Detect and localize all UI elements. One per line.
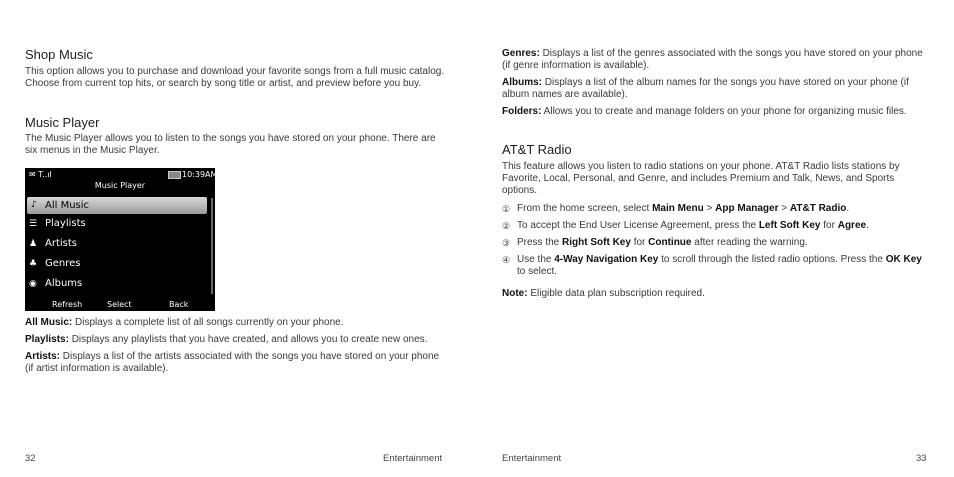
key-label: App Manager xyxy=(715,203,779,214)
battery-icon xyxy=(168,171,181,179)
key-label: Left Soft Key xyxy=(758,220,821,231)
music-player-heading: Music Player xyxy=(25,115,100,130)
step-2 xyxy=(502,220,926,232)
att-radio-steps xyxy=(502,203,926,283)
term-desc: Displays any playlists that you have created, and allows you to create new ones. xyxy=(68,334,428,345)
step-number: ① xyxy=(502,204,511,214)
genres-icon: ♣ xyxy=(29,259,38,269)
step-text: > xyxy=(703,203,716,214)
menu-label: Playlists xyxy=(45,218,86,229)
step-number: ② xyxy=(502,221,511,231)
term-desc: Displays a list of the artists associated with the songs you have stored on your phone (if artist information is available). xyxy=(25,351,440,374)
att-radio-body: This feature allows you listen to radio stations on your phone. AT&T Radio lists stations by Favorite, Local, Personal, and Genre, and includes Premium and Talk, News, and Sports options. xyxy=(502,161,900,196)
disc-icon: ◉ xyxy=(29,279,37,289)
right-page-number: 33 xyxy=(916,453,927,464)
step-text: to scroll through the listed radio options. Press the xyxy=(658,254,886,265)
note-label: Note: xyxy=(502,288,528,299)
term-label: Playlists: xyxy=(25,334,69,345)
term-desc: Displays a complete list of all songs currently on your phone. xyxy=(72,317,344,328)
term-artists xyxy=(25,351,445,375)
note-text: Eligible data plan subscription required. xyxy=(527,288,705,299)
step-text: Press the xyxy=(517,237,563,248)
music-note-icon: ♪ xyxy=(31,200,37,210)
menu-label: Albums xyxy=(45,278,83,289)
step-number: ③ xyxy=(502,238,511,248)
term-label: Albums: xyxy=(502,77,542,88)
step-text: . xyxy=(866,220,869,231)
term-genres xyxy=(502,48,928,72)
menu-label: All Music xyxy=(45,200,90,211)
phone-menu-item-albums xyxy=(25,274,215,294)
term-label: All Music: xyxy=(25,317,73,328)
menu-label: Artists xyxy=(45,238,77,249)
phone-menu-item-artists xyxy=(25,234,215,254)
step-text: . xyxy=(846,203,850,214)
left-page-number: 32 xyxy=(25,453,36,464)
term-desc: Displays a list of the album names for the songs you have stored on your phone (if album names are available). xyxy=(502,77,909,100)
step-number: ④ xyxy=(502,255,511,265)
key-label: 4-Way Navigation Key xyxy=(554,254,659,265)
phone-menu-item-all-music xyxy=(27,197,207,214)
step-text: > xyxy=(778,203,790,214)
person-icon: ♟ xyxy=(29,239,38,249)
key-label: OK Key xyxy=(885,254,922,265)
term-desc: Displays a list of the genres associated with the songs you have stored on your phone (if genre information is available). xyxy=(502,48,923,71)
status-bar xyxy=(25,168,218,181)
key-label: Main Menu xyxy=(652,203,704,214)
shop-music-heading: Shop Music xyxy=(25,47,93,62)
term-label: Artists: xyxy=(25,351,61,362)
step-text: From the home screen, select xyxy=(517,203,653,214)
playlist-icon: ☰ xyxy=(29,219,38,229)
left-term-list xyxy=(25,317,445,380)
key-label: Agree xyxy=(837,220,867,231)
soft-key-refresh: Refresh xyxy=(52,300,83,309)
term-label: Folders: xyxy=(502,106,542,117)
step-text: after reading the warning. xyxy=(691,237,808,248)
phone-menu-item-genres xyxy=(25,254,215,274)
clock: 10:39AM xyxy=(182,170,218,179)
shop-music-body: This option allows you to purchase and download your favorite songs from a full music catalog. Choose from current top hits, or search by song title or artist, and preview before you buy. xyxy=(25,66,445,89)
key-label: Right Soft Key xyxy=(562,237,631,248)
step-3 xyxy=(502,237,926,249)
music-player-body: The Music Player allows you to listen to the songs you have stored on your phone. There are six menus in the Music Player. xyxy=(25,133,436,156)
menu-label: Genres xyxy=(45,258,81,269)
phone-title: Music Player xyxy=(94,181,146,190)
term-playlists xyxy=(25,334,445,346)
att-radio-heading: AT&T Radio xyxy=(502,142,572,157)
term-all-music xyxy=(25,317,445,329)
phone-menu-item-playlists xyxy=(25,214,215,234)
step-text: To accept the End User License Agreement, press the xyxy=(517,220,759,231)
phone-scrollbar xyxy=(211,198,213,294)
soft-key-select: Select xyxy=(107,300,132,309)
term-label: Genres: xyxy=(502,48,540,59)
right-section-name: Entertainment xyxy=(502,453,562,464)
step-text: for xyxy=(630,237,649,248)
phone-menu xyxy=(25,195,215,294)
step-4 xyxy=(502,254,926,278)
step-text: for xyxy=(820,220,838,231)
soft-key-back: Back xyxy=(169,300,189,309)
term-albums xyxy=(502,77,928,101)
phone-screen-image xyxy=(25,168,218,311)
signal-icon: ✉ T..ıl xyxy=(29,170,52,179)
soft-key-bar xyxy=(25,299,215,311)
term-folders xyxy=(502,106,928,118)
right-term-list xyxy=(502,48,928,123)
note xyxy=(502,288,705,300)
step-text: to select. xyxy=(517,266,558,277)
step-text: Use the xyxy=(517,254,555,265)
step-1 xyxy=(502,203,926,215)
key-label: Continue xyxy=(648,237,692,248)
key-label: AT&T Radio xyxy=(789,203,847,214)
left-section-name: Entertainment xyxy=(383,453,443,464)
term-desc: Allows you to create and manage folders on your phone for organizing music files. xyxy=(541,106,907,117)
